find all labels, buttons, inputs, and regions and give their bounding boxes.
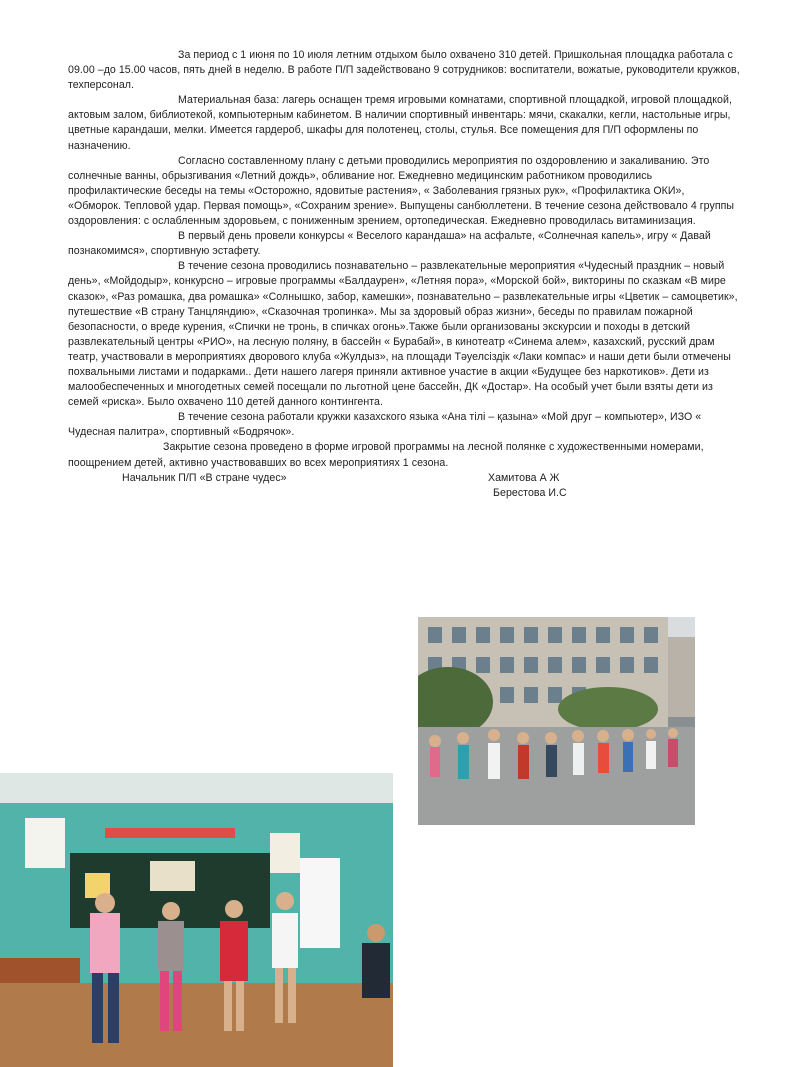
paragraph-2: Материальная база: лагерь оснащен тремя игровыми комнатами, спортивной площадкой, игровой площадкой, актовым залом, библиотекой, компьютерным кабинетом. В наличии спортивный инвентарь: мячи, скакалки, кегли, настольные игры, цветные карандаши, мелки. Имеется гардероб, шкафы для полотенец, столы, стулья. Все помещения для П/П оформлены по назначению. bbox=[68, 94, 732, 152]
paragraph-3: Согласно составленному плану с детьми проводились мероприятия по оздоровлению и закаливанию. Это солнечные ванны, обрызгивания «Летний дождь», обливание ног. Ежедневно медицинским работником проводились профилактические беседы на темы «Осторожно, ядовитые растения», « Заболевания грязных рук», «Профилактика ОКИ», «Обморок. Тепловой удар. Первая помощь», «Сохраним зрение». Выпущены санбюллетени. В течение сезона действовало 4 группы оздоровления: с ослабленным здоровьем, с пониженным зрением, ортопедическая. Ежедневно проводилась витаминизация. bbox=[68, 154, 735, 228]
paragraph-6: В течение сезона работали кружки казахского языка «Ана тілі – қазына» «Мой друг – компьютер», ИЗО « Чудесная палитра», спортивный «Бодрячок». bbox=[68, 411, 702, 439]
photo-children-classroom bbox=[0, 773, 393, 1067]
photo-children-outdoor bbox=[418, 617, 695, 825]
signature-name-2: Берестова И.С bbox=[493, 486, 567, 499]
report-text bbox=[68, 48, 740, 501]
signature-title: Начальник П/П «В стране чудес» bbox=[122, 471, 287, 484]
signature-name-1: Хамитова А Ж bbox=[488, 471, 560, 484]
paragraph-4: В первый день провели конкурсы « Веселого карандаша» на асфальте, «Солнечная капель», игру « Давай познакомимся», спортивную эстафету. bbox=[68, 230, 711, 258]
paragraph-1: За период с 1 июня по 10 июля летним отдыхом было охвачено 310 детей. Пришкольная площадка работала с 09.00 –до 15.00 часов, пять дней в неделю. В работе П/П задействовано 9 сотрудников: воспитатели, вожатые, руководители кружков, техперсонал. bbox=[68, 49, 740, 92]
paragraph-7: Закрытие сезона проведено в форме игровой программы на лесной полянке с художественными номерами, поощрением детей, активно участвовавших во всех мероприятиях 1 сезона. bbox=[68, 441, 704, 469]
paragraph-5: В течение сезона проводились познавательно – развлекательные мероприятия «Чудесный праздник – новый день», «Мойдодыр», конкурсно – игровые программы «Балдаурен», «Летняя пора», «Морской бой», викторины по сказкам «В мире сказок», «Раз ромашка, два ромашка» «Солнышко, забор, камешки», познавательно – развлекательные игры «Цветик – самоцветик», путешествие «В страну Танцляндию», «Сказочная тропинка». Мы за здоровый образ жизни», беседы по правилам пожарной безопасности, о вреде курения, «Спички не тронь, в спичках огонь».Также были организованы экскурсии и походы в детский развлекательный центры «РИО», на лесную поляну, в бассейн « Бурабай», в кинотеатр «Синема алем», казахский, русский драм театр, участвовали в мероприятиях дворового клуба «Жулдыз», на площади Тәуелсіздік «Лаки компас» и наши дети были отмечены похвальными листами и подарками.. Дети нашего лагеря приняли активное участие в акции «Будущее без наркотиков». Дети из малообеспеченных и многодетных семей посещали по льготной цене бассейн, ДК «Достар». На особый учет были взяты дети из семей «риска». Было охвачено 110 детей данного контингента. bbox=[68, 260, 738, 409]
signature-block bbox=[68, 471, 740, 501]
